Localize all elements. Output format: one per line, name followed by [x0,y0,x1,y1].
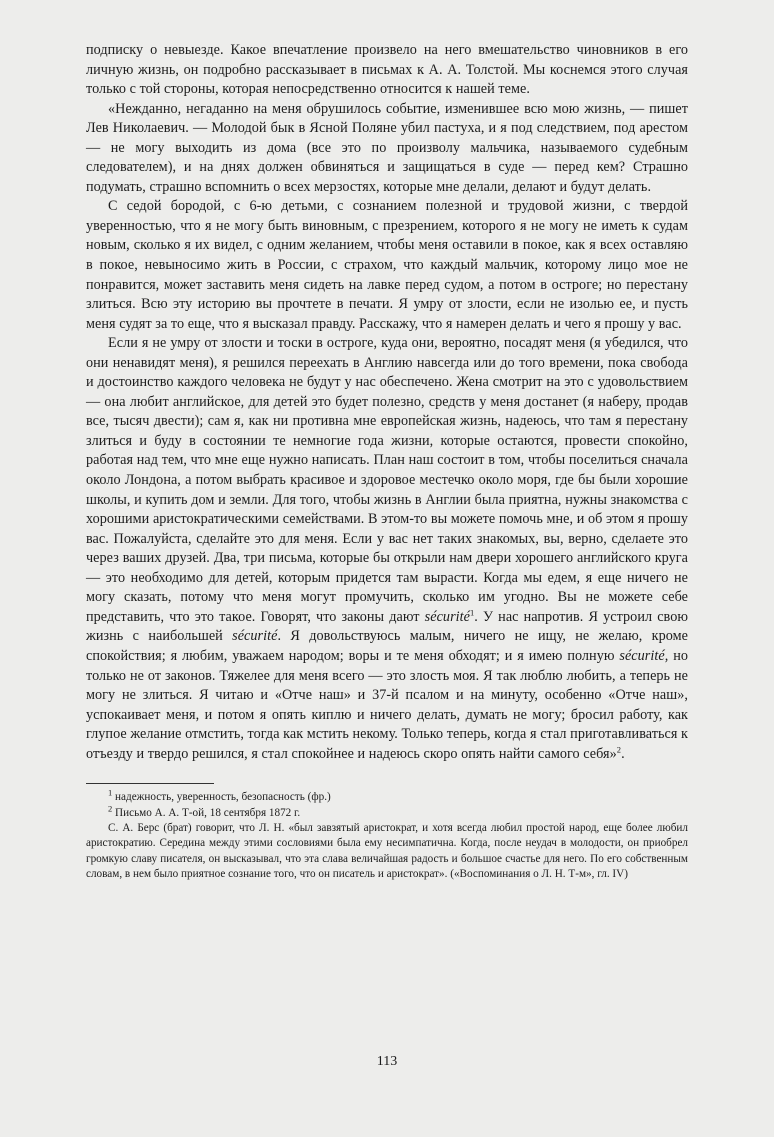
text-run: С седой бородой, с 6-ю детьми, с сознанием полезной и трудовой жизни, с твердой уверенностью, что я не могу быть виновным, с презрением, которого я не могу не иметь к судам новым, сколько я их видел, с одним желанием, чтобы меня оставили в покое, как я всех оставляю в покое, невыносимо жить в России, с страхом, что каждый мальчик, которому лицо мое не понравится, может заставить меня сидеть на лавке перед судом, а потом в остроге; но перестану злиться. Всю эту историю вы прочтете в печати. Я умру от злости, если не изолью ее, и пусть меня судят за то еще, что я высказал правду. Расскажу, что я намерен делать и чего я прошу у вас. [86,198,688,332]
text-run: подписку о невыезде. Какое впечатление произвело на него вмешательство чиновников в его личную жизнь, он подробно рассказывает в письмах к А. А. Толстой. Мы коснемся этого случая только с той стороны, которая непосредственно относится к нашей теме. [86,42,688,98]
footnote-text: Письмо А. А. Т-ой, 18 сентября 1872 г. [115,806,301,819]
text-run: Если я не умру от злости и тоски в остроге, куда они, вероятно, посадят меня (я убедился, что они ненавидят меня), я решился переехать в Англию навсегда или до того времени, пока свобода и достоинство каждого человека не будут у нас обеспечено. Жена смотрит на это с удовольствием — она любит английское, для детей это будет полезно, средств у меня достанет (я наберу, продав все, тысяч двести); сам я, как ни противна мне европейская жизнь, надеюсь, что там я перестану злиться и буду в состоянии те немногие года жизни, которые остаются, провести спокойно, работая над тем, что мне еще нужно написать. План наш состоит в том, чтобы поселиться сначала около Лондона, а потом выбрать красивое и здоровое местечко около моря, где бы были хорошие школы, и купить дом и земли. Для того, чтобы жизнь в Англии была приятна, нужны знакомства с хорошими аристократическими семействами. В этом-то вы можете помочь мне, и об этом я прошу вас. Пожалуйста, сделайте это для меня. Если у вас нет таких знакомых, вы, верно, сделаете это через ваших друзей. Два, три письма, которые бы открыли нам двери хорошего английского круга — это необходимо для детей, которым придется там вырасти. Когда мы едем, я еще ничего не могу сказать, потому что меня могут промучить, сколько им угодно. Вы не можете себе представить, что это такое. Говорят, что законы дают [86,335,688,625]
footnote-2 [86,802,688,821]
text-run: «Нежданно, негаданно на меня обрушилось событие, изменившее всю мою жизнь, — пишет Лев Николаевич. — Молодой бык в Ясной Поляне убил пастуха, и я под следствием, под арестом — не могу выходить из дома (все это по произволу мальчика, называемого судебным следователем), и на днях должен обвиняться и защищаться в суде — перед кем? Страшно подумать, страшно вспомнить о всех мерзостях, которые мне делали, делают и будут делать. [86,100,688,195]
text-run: . Я довольствуюсь малым, ничего не ищу, не желаю, кроме спокойствия; я любим, уважаем народом; воры и те меня обходят; и я имею полную [86,628,688,664]
paragraph-1 [86,41,688,100]
footnote-ref[interactable]: 1 [469,607,475,618]
paragraph-3 [86,197,688,334]
footnote-mark: 1 [108,787,113,798]
footnote-ref[interactable]: 2 [616,743,622,754]
main-text [86,41,688,764]
footnote-1 [86,787,688,805]
italic-term: sécurité, [619,647,669,664]
footnote-mark: 2 [108,802,113,813]
italic-term: sécurité [232,628,278,645]
page-number: 113 [376,1054,398,1069]
text-run: но только не от законов. Тяжелее для меня всего — это злость моя. Я так люблю любить, а теперь не могу не злиться. Я читаю и «Отче наш» и 37-й псалом и на минуту, особенно «Отче наш», успокаивает меня, и потом я опять киплю и ничего делать, думать не могу; бросил работу, как глупое желание отмстить, тогда как мстить некому. Только теперь, когда я стал приготавливаться к отъезду и твердо решился, я стал спокойнее и надеюсь скоро опять найти самого себя» [86,647,688,762]
paragraph-2 [86,100,688,198]
text-run: . У нас напротив. Я устроил свою жизнь с наибольшей [86,608,688,645]
footnote-divider [86,783,214,784]
italic-term: sécurité [424,608,470,625]
footnote-remark: С. А. Берс (брат) говорит, что Л. Н. «был завзятый аристократ, и хотя всегда любил простой народ, еще более любил аристократию. Середина между этими сословиями была ему несимпатична. Когда, после неудач в молодости, он приобрел громкую славу писателя, он высказывал, что эта слава величайшая радость и большое счастье для него. По его собственным словам, в нем было приятное сознание того, что он писатель и аристократ». («Воспоминания о Л. Н. Т-м», гл. IV) [86,822,688,881]
text-run: . [621,745,625,762]
footnote-text: надежность, уверенность, безопасность (фр.) [115,791,331,804]
footnotes [86,787,688,882]
paragraph-4 [86,334,688,764]
